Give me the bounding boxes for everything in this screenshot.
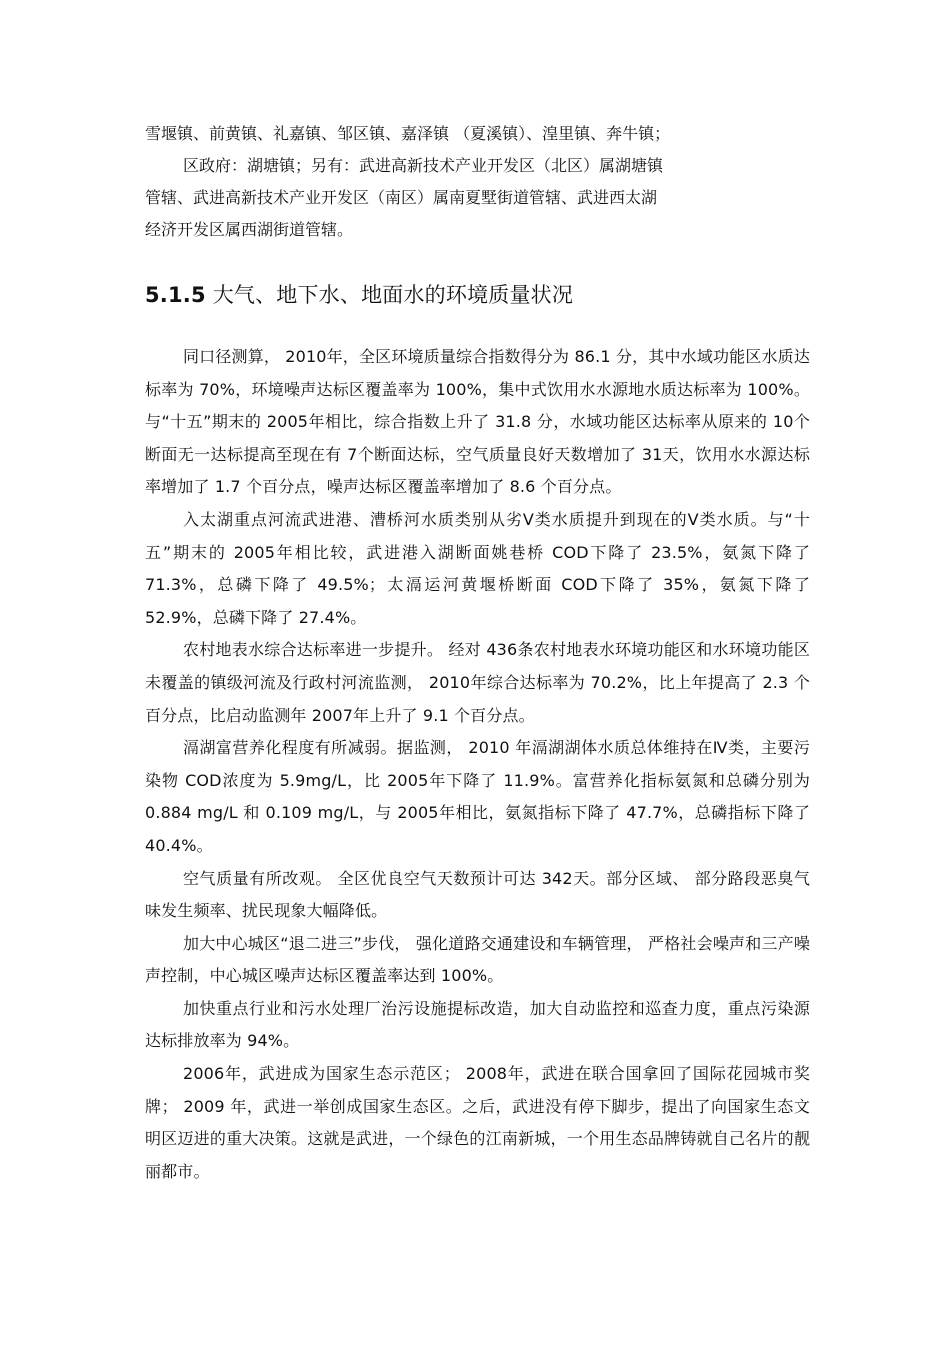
paragraph: 滆湖富营养化程度有所减弱。据监测， 2010 年滆湖湖体水质总体维持在Ⅳ类，主要污染物 COD浓度为 5.9mg/L，比 2005年下降了 11.9%。富营养化指标氨氮和总磷分别为 0.884 mg/L 和 0.109 mg/L，与 2005年相比，氨氮指标下降了 47.7%，总磷指标下降了 40.4%。 xyxy=(145,738,810,855)
paragraph: 农村地表水综合达标率进一步提升。 经对 436条农村地表水环境功能区和水环境功能区未覆盖的镇级河流及行政村河流监测， 2010年综合达标率为 70.2%，比上年提高了 2.3 个百分点，比启动监测年 2007年上升了 9.1 个百分点。 xyxy=(145,640,810,725)
paragraph: 空气质量有所改观。 全区优良空气天数预计可达 342天。部分区域、 部分路段恶臭气味发生频率、扰民现象大幅降低。 xyxy=(145,868,810,921)
paragraph: 入太湖重点河流武进港、漕桥河水质类别从劣Ⅴ类水质提升到现在的Ⅴ类水质。与“十五”期末的 2005年相比较，武进港入湖断面姚巷桥 COD下降了 23.5%，氨氮下降了 71.3%，总磷下降了 49.5%；太滆运河黄堰桥断面 COD下降了 35%，氨氮下降了 52.9%，总磷下降了 27.4%。 xyxy=(145,509,810,627)
section-title: 大气、地下水、地面水的环境质量状况 xyxy=(212,283,574,307)
section-heading xyxy=(145,280,573,310)
intro-line-government: 区政府：湖塘镇；另有：武进高新技术产业开发区（北区）属湖塘镇 xyxy=(183,156,664,175)
intro-block xyxy=(145,118,825,246)
intro-line-south-zone: 管辖、武进高新技术产业开发区（南区）属南夏墅街道管辖、武进西太湖 xyxy=(145,188,658,207)
paragraph: 同口径测算， 2010年，全区环境质量综合指数得分为 86.1 分，其中水域功能区水质达标率为 70%，环境噪声达标区覆盖率为 100%，集中式饮用水水源地水质达标率为 100%。与“十五”期末的 2005年相比，综合指数上升了 31.8 分，水域功能区达标率从原来的 10个断面无一达标提高至现在有 7个断面达标，空气质量良好天数增加了 31天，饮用水水源达标率增加了 1.7 个百分点，噪声达标区覆盖率增加了 8.6 个百分点。 xyxy=(145,347,810,497)
section-number: 5.1.5 xyxy=(145,283,206,307)
paragraph: 2006年，武进成为国家生态示范区； 2008年，武进在联合国拿回了国际花园城市奖牌； 2009 年，武进一举创成国家生态区。之后，武进没有停下脚步，提出了向国家生态文明区迈进的重大决策。这就是武进，一个绿色的江南新城，一个用生态品牌铸就自己名片的靓丽都市。 xyxy=(145,1064,810,1181)
paragraph: 加快重点行业和污水处理厂治污设施提标改造，加大自动监控和巡查力度，重点污染源达标排放率为 94%。 xyxy=(145,998,810,1051)
intro-line-west-lake: 经济开发区属西湖街道管辖。 xyxy=(145,220,354,239)
paragraph: 加大中心城区“退二进三”步伐， 强化道路交通建设和车辆管理， 严格社会噪声和三产噪声控制，中心城区噪声达标区覆盖率达到 100%。 xyxy=(145,933,810,986)
intro-line-towns: 雪堰镇、前黄镇、礼嘉镇、邹区镇、嘉泽镇 （夏溪镇）、湟里镇、奔牛镇； xyxy=(145,124,671,143)
section-body xyxy=(145,341,810,1188)
